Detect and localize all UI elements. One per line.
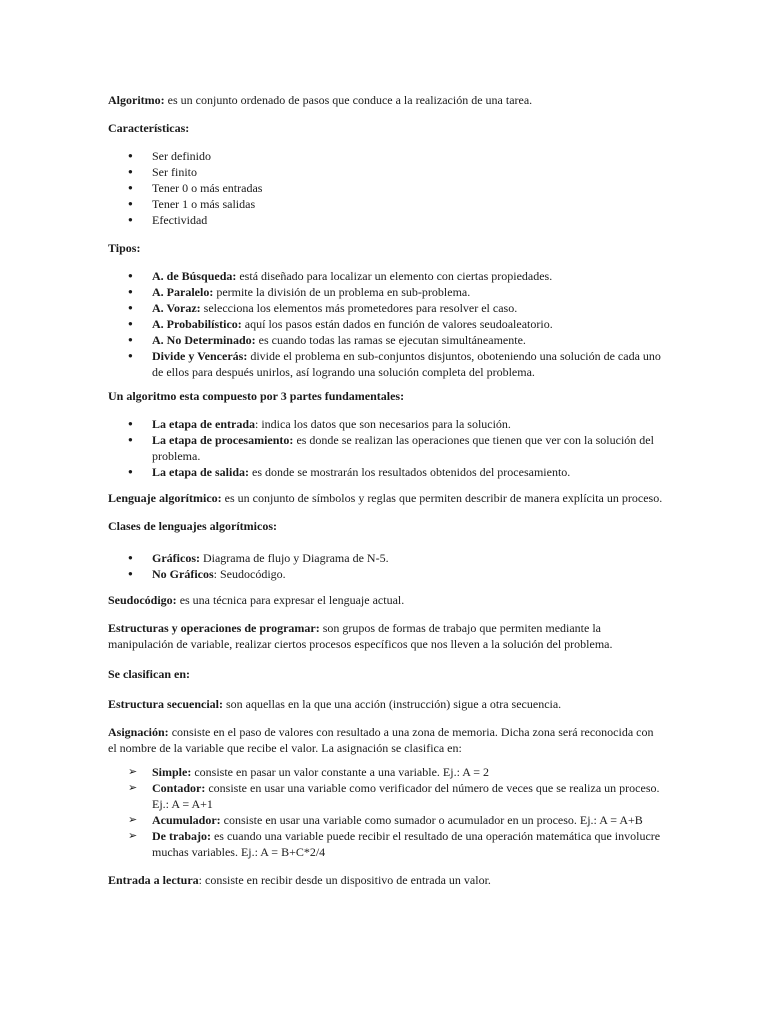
list-item: ● Ser finito — [108, 164, 664, 180]
clases-heading: Clases de lenguajes algorítmicos: — [108, 519, 277, 533]
item-def: es cuando una variable puede recibir el resultado de una operación matemática que involucre muchas variables. Ej.: A = B+C*2/4 — [152, 829, 661, 859]
item-def: Diagrama de flujo y Diagrama de N-5. — [199, 551, 389, 565]
item-def: permite la división de un problema en sub-problema. — [213, 285, 471, 299]
item-def: : indica los datos que son necesarios para la solución. — [255, 417, 511, 431]
item-term: A. Paralelo: — [152, 285, 214, 299]
asignacion-list — [108, 764, 664, 860]
estructuras-term: Estructuras y operaciones de programar: — [108, 621, 320, 635]
list-item — [108, 780, 664, 812]
tipos-list — [108, 268, 664, 380]
entrada-term: Entrada a lectura — [108, 873, 199, 887]
item-def: consiste en usar una variable como sumador o acumulador en un proceso. Ej.: A = A+B — [220, 813, 643, 827]
item-def: es donde se mostrarán los resultados obtenidos del procesamiento. — [249, 465, 571, 479]
item-def: es cuando todas las ramas se ejecutan simultáneamente. — [255, 333, 526, 347]
list-item — [108, 550, 664, 566]
list-item — [108, 332, 664, 348]
item-def: : Seudocódigo. — [213, 567, 286, 581]
clases-list — [108, 550, 664, 582]
list-item — [108, 300, 664, 316]
list-item — [108, 348, 664, 380]
item-term: Acumulador: — [152, 813, 221, 827]
list-item — [108, 316, 664, 332]
item-term: A. de Búsqueda: — [152, 269, 237, 283]
caracteristicas-list — [108, 148, 664, 228]
list-item: ● Tener 1 o más salidas — [108, 196, 664, 212]
list-item — [108, 828, 664, 860]
estructuras-definition: son grupos de formas de trabajo que permiten mediante la manipulación de variable, realizar ciertos procesos específicos que nos lleven a la solución del problema. — [108, 621, 613, 651]
item-term: A. Probabilístico: — [152, 317, 242, 331]
asignacion-term: Asignación: — [108, 725, 169, 739]
item-term: La etapa de entrada — [152, 417, 255, 431]
item-term: De trabajo: — [152, 829, 211, 843]
lenguaje-paragraph — [108, 490, 664, 506]
item-def: es donde se realizan las operaciones que tienen que ver con la solución del problema. — [152, 433, 654, 463]
tipos-heading: Tipos: — [108, 241, 141, 255]
item-def: consiste en usar una variable como verificador del número de veces que se realiza un proceso. Ej.: A = A+1 — [152, 781, 660, 811]
list-item: ● Tener 0 o más entradas — [108, 180, 664, 196]
partes-list — [108, 416, 664, 480]
item-term: No Gráficos — [152, 567, 214, 581]
asignacion-definition: consiste en el paso de valores con resultado a una zona de memoria. Dicha zona será reconocida con el nombre de la variable que recibe el valor. La asignación se clasifica en: — [108, 725, 654, 755]
list-item — [108, 812, 664, 828]
estructuras-paragraph — [108, 620, 664, 652]
se-clasifican-heading: Se clasifican en: — [108, 667, 190, 681]
list-item — [108, 416, 664, 432]
lenguaje-term: Lenguaje algorítmico: — [108, 491, 222, 505]
item-term: Contador: — [152, 781, 206, 795]
secuencial-definition: son aquellas en la que una acción (instrucción) sigue a otra secuencia. — [222, 697, 562, 711]
list-item — [108, 764, 664, 780]
item-def: aquí los pasos están dados en función de valores seudoaleatorio. — [241, 317, 553, 331]
list-item — [108, 566, 664, 582]
seudocodigo-term: Seudocódigo: — [108, 593, 177, 607]
caracteristicas-heading: Características: — [108, 121, 190, 135]
list-item: ● Efectividad — [108, 212, 664, 228]
list-item — [108, 268, 664, 284]
algoritmo-term: Algoritmo: — [108, 93, 165, 107]
lenguaje-definition: es un conjunto de símbolos y reglas que permiten describir de manera explícita un proceso. — [221, 491, 663, 505]
item-def: consiste en pasar un valor constante a una variable. Ej.: A = 2 — [191, 765, 490, 779]
secuencial-paragraph — [108, 696, 664, 712]
item-term: Divide y Vencerás: — [152, 349, 248, 363]
item-term: Simple: — [152, 765, 192, 779]
item-def: selecciona los elementos más prometedores para resolver el caso. — [200, 301, 518, 315]
list-item: ● Ser definido — [108, 148, 664, 164]
item-term: Gráficos: — [152, 551, 200, 565]
document-body — [108, 92, 664, 898]
seudocodigo-definition: es una técnica para expresar el lenguaje actual. — [176, 593, 405, 607]
item-term: La etapa de salida: — [152, 465, 250, 479]
seudocodigo-paragraph — [108, 592, 664, 608]
entrada-definition: : consiste en recibir desde un dispositivo de entrada un valor. — [198, 873, 491, 887]
asignacion-paragraph — [108, 724, 664, 756]
list-item — [108, 284, 664, 300]
item-def: divide el problema en sub-conjuntos disjuntos, oboteniendo una solución de cada uno de ellos para después unirlos, así logrando una solución completa del problema. — [152, 349, 661, 379]
algoritmo-paragraph — [108, 92, 664, 108]
partes-heading: Un algoritmo esta compuesto por 3 partes fundamentales: — [108, 389, 405, 403]
list-item — [108, 464, 664, 480]
algoritmo-definition: es un conjunto ordenado de pasos que conduce a la realización de una tarea. — [164, 93, 533, 107]
item-term: A. No Determinado: — [152, 333, 256, 347]
secuencial-term: Estructura secuencial: — [108, 697, 223, 711]
item-term: A. Voraz: — [152, 301, 201, 315]
item-term: La etapa de procesamiento: — [152, 433, 294, 447]
item-def: está diseñado para localizar un elemento con ciertas propiedades. — [236, 269, 553, 283]
list-item — [108, 432, 664, 464]
entrada-paragraph — [108, 872, 664, 888]
